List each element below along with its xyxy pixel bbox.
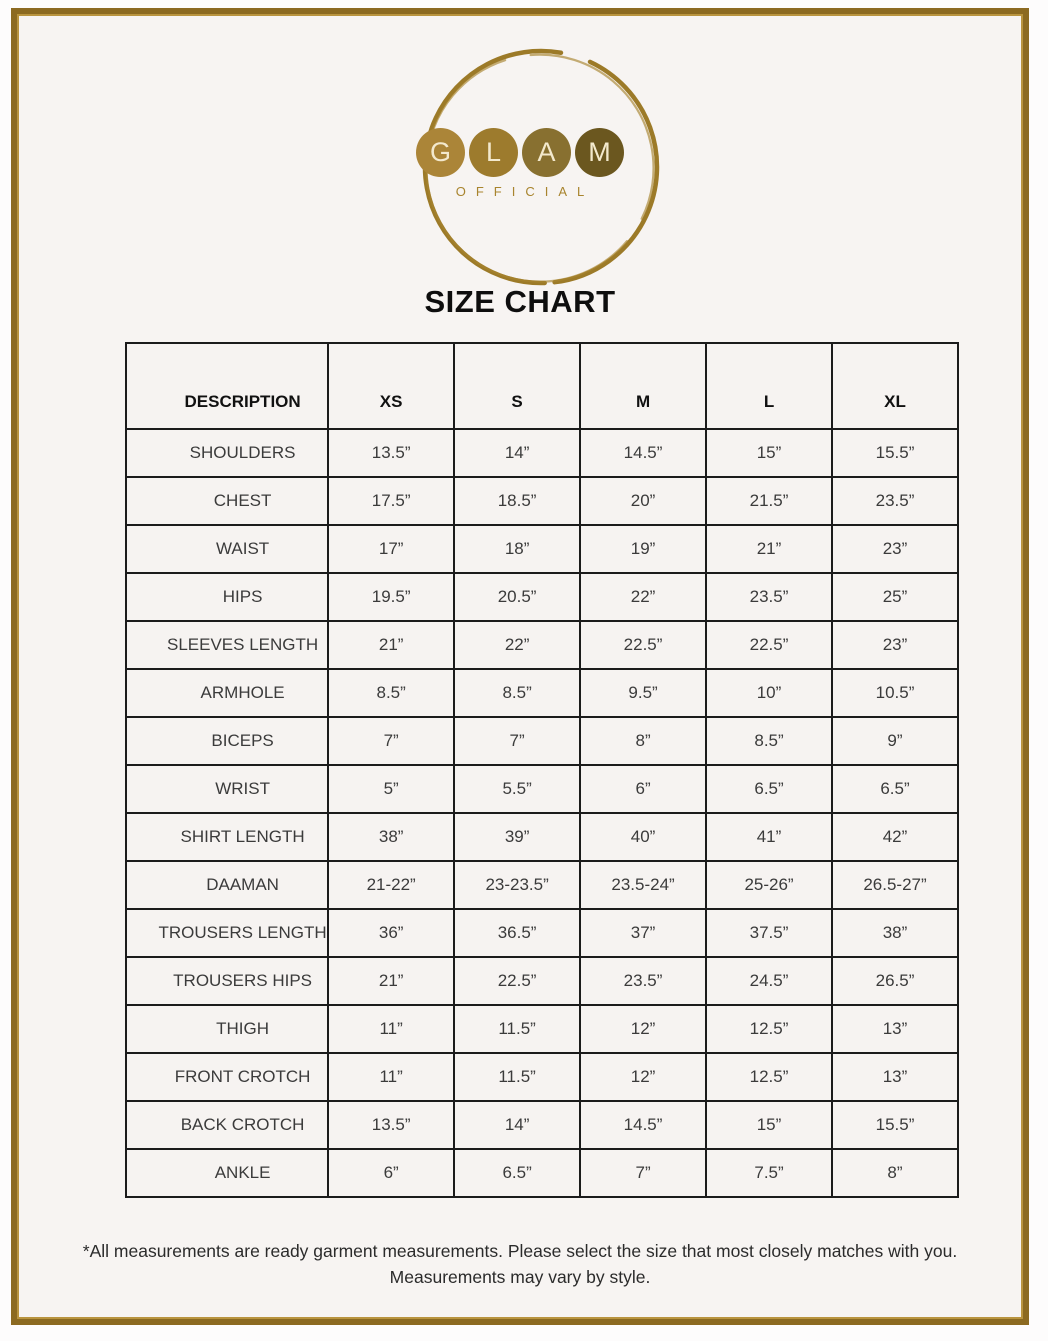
size-value: 23.5-24” <box>580 861 706 909</box>
size-value: 9” <box>832 717 958 765</box>
brand-subtitle: OFFICIAL <box>455 184 595 199</box>
table-row <box>126 813 958 861</box>
footnote <box>17 1238 1023 1291</box>
size-value: 10.5” <box>832 669 958 717</box>
size-value: 13.5” <box>328 429 454 477</box>
row-label: TROUSERS LENGTH <box>126 909 328 957</box>
size-value: 7” <box>454 717 580 765</box>
size-value: 23” <box>832 621 958 669</box>
size-value: 21” <box>328 621 454 669</box>
size-value: 41” <box>706 813 832 861</box>
size-value: 23.5” <box>706 573 832 621</box>
row-label: SHIRT LENGTH <box>126 813 328 861</box>
size-value: 19” <box>580 525 706 573</box>
col-header-size: S <box>454 343 580 429</box>
page-border-frame <box>11 8 1029 1325</box>
size-chart-table <box>125 342 959 1198</box>
size-value: 40” <box>580 813 706 861</box>
size-value: 5.5” <box>454 765 580 813</box>
table-row <box>126 621 958 669</box>
size-value: 12.5” <box>706 1005 832 1053</box>
size-value: 37.5” <box>706 909 832 957</box>
size-value: 11.5” <box>454 1005 580 1053</box>
brand-letter-m: M <box>575 128 624 177</box>
size-value: 17” <box>328 525 454 573</box>
size-value: 26.5” <box>832 957 958 1005</box>
size-value: 19.5” <box>328 573 454 621</box>
size-value: 6” <box>580 765 706 813</box>
size-value: 37” <box>580 909 706 957</box>
size-value: 18.5” <box>454 477 580 525</box>
size-value: 23” <box>832 525 958 573</box>
size-value: 25-26” <box>706 861 832 909</box>
size-value: 18” <box>454 525 580 573</box>
table-row <box>126 429 958 477</box>
size-value: 6.5” <box>706 765 832 813</box>
row-label: CHEST <box>126 477 328 525</box>
size-value: 21” <box>328 957 454 1005</box>
size-value: 7.5” <box>706 1149 832 1197</box>
row-label: ANKLE <box>126 1149 328 1197</box>
table-row <box>126 861 958 909</box>
table-row <box>126 477 958 525</box>
table-row <box>126 1005 958 1053</box>
size-value: 7” <box>328 717 454 765</box>
row-label: BACK CROTCH <box>126 1101 328 1149</box>
row-label: BICEPS <box>126 717 328 765</box>
size-value: 11.5” <box>454 1053 580 1101</box>
table-row <box>126 717 958 765</box>
page-title: SIZE CHART <box>424 284 616 319</box>
table-row <box>126 525 958 573</box>
size-value: 12” <box>580 1053 706 1101</box>
header-row <box>126 343 958 429</box>
row-label: ARMHOLE <box>126 669 328 717</box>
size-value: 38” <box>328 813 454 861</box>
size-value: 5” <box>328 765 454 813</box>
footnote-line-2: Measurements may vary by style. <box>389 1267 651 1288</box>
size-value: 6.5” <box>454 1149 580 1197</box>
brand-letter-a: A <box>522 128 571 177</box>
row-label: HIPS <box>126 573 328 621</box>
table-row <box>126 765 958 813</box>
size-value: 23-23.5” <box>454 861 580 909</box>
table-row <box>126 1149 958 1197</box>
col-header-description: DESCRIPTION <box>126 343 328 429</box>
size-value: 24.5” <box>706 957 832 1005</box>
size-value: 14.5” <box>580 429 706 477</box>
size-value: 22.5” <box>580 621 706 669</box>
size-value: 10” <box>706 669 832 717</box>
table-row <box>126 669 958 717</box>
size-value: 8” <box>832 1149 958 1197</box>
size-value: 42” <box>832 813 958 861</box>
size-value: 21-22” <box>328 861 454 909</box>
size-value: 23.5” <box>580 957 706 1005</box>
size-value: 15.5” <box>832 429 958 477</box>
size-value: 21.5” <box>706 477 832 525</box>
brand-letter-l: L <box>469 128 518 177</box>
table-row <box>126 957 958 1005</box>
brand-logo <box>17 128 1023 177</box>
size-value: 17.5” <box>328 477 454 525</box>
row-label: TROUSERS HIPS <box>126 957 328 1005</box>
size-value: 8.5” <box>328 669 454 717</box>
size-value: 22.5” <box>454 957 580 1005</box>
size-value: 38” <box>832 909 958 957</box>
size-value: 13” <box>832 1053 958 1101</box>
size-value: 12” <box>580 1005 706 1053</box>
size-value: 13.5” <box>328 1101 454 1149</box>
table-row <box>126 909 958 957</box>
size-value: 23.5” <box>832 477 958 525</box>
size-value: 25” <box>832 573 958 621</box>
size-value: 11” <box>328 1053 454 1101</box>
size-value: 15” <box>706 1101 832 1149</box>
row-label: DAAMAN <box>126 861 328 909</box>
row-label: WRIST <box>126 765 328 813</box>
size-value: 15.5” <box>832 1101 958 1149</box>
size-value: 8.5” <box>454 669 580 717</box>
size-value: 11” <box>328 1005 454 1053</box>
size-value: 22” <box>454 621 580 669</box>
col-header-size: M <box>580 343 706 429</box>
size-value: 14.5” <box>580 1101 706 1149</box>
col-header-size: XL <box>832 343 958 429</box>
size-value: 36.5” <box>454 909 580 957</box>
size-value: 13” <box>832 1005 958 1053</box>
size-value: 15” <box>706 429 832 477</box>
brand-letter-g: G <box>416 128 465 177</box>
row-label: SLEEVES LENGTH <box>126 621 328 669</box>
size-value: 26.5-27” <box>832 861 958 909</box>
row-label: THIGH <box>126 1005 328 1053</box>
col-header-size: XS <box>328 343 454 429</box>
size-value: 39” <box>454 813 580 861</box>
footnote-line-1: *All measurements are ready garment measurements. Please select the size that most closely matches with you. <box>82 1241 958 1261</box>
size-value: 8.5” <box>706 717 832 765</box>
size-value: 22.5” <box>706 621 832 669</box>
size-value: 36” <box>328 909 454 957</box>
size-value: 8” <box>580 717 706 765</box>
size-value: 20.5” <box>454 573 580 621</box>
size-value: 21” <box>706 525 832 573</box>
row-label: WAIST <box>126 525 328 573</box>
table-row <box>126 1101 958 1149</box>
size-value: 22” <box>580 573 706 621</box>
size-value: 6” <box>328 1149 454 1197</box>
row-label: FRONT CROTCH <box>126 1053 328 1101</box>
size-value: 6.5” <box>832 765 958 813</box>
col-header-size: L <box>706 343 832 429</box>
table-row <box>126 573 958 621</box>
size-value: 9.5” <box>580 669 706 717</box>
size-value: 14” <box>454 1101 580 1149</box>
size-value: 7” <box>580 1149 706 1197</box>
row-label: SHOULDERS <box>126 429 328 477</box>
size-value: 14” <box>454 429 580 477</box>
table-row <box>126 1053 958 1101</box>
size-value: 12.5” <box>706 1053 832 1101</box>
size-value: 20” <box>580 477 706 525</box>
